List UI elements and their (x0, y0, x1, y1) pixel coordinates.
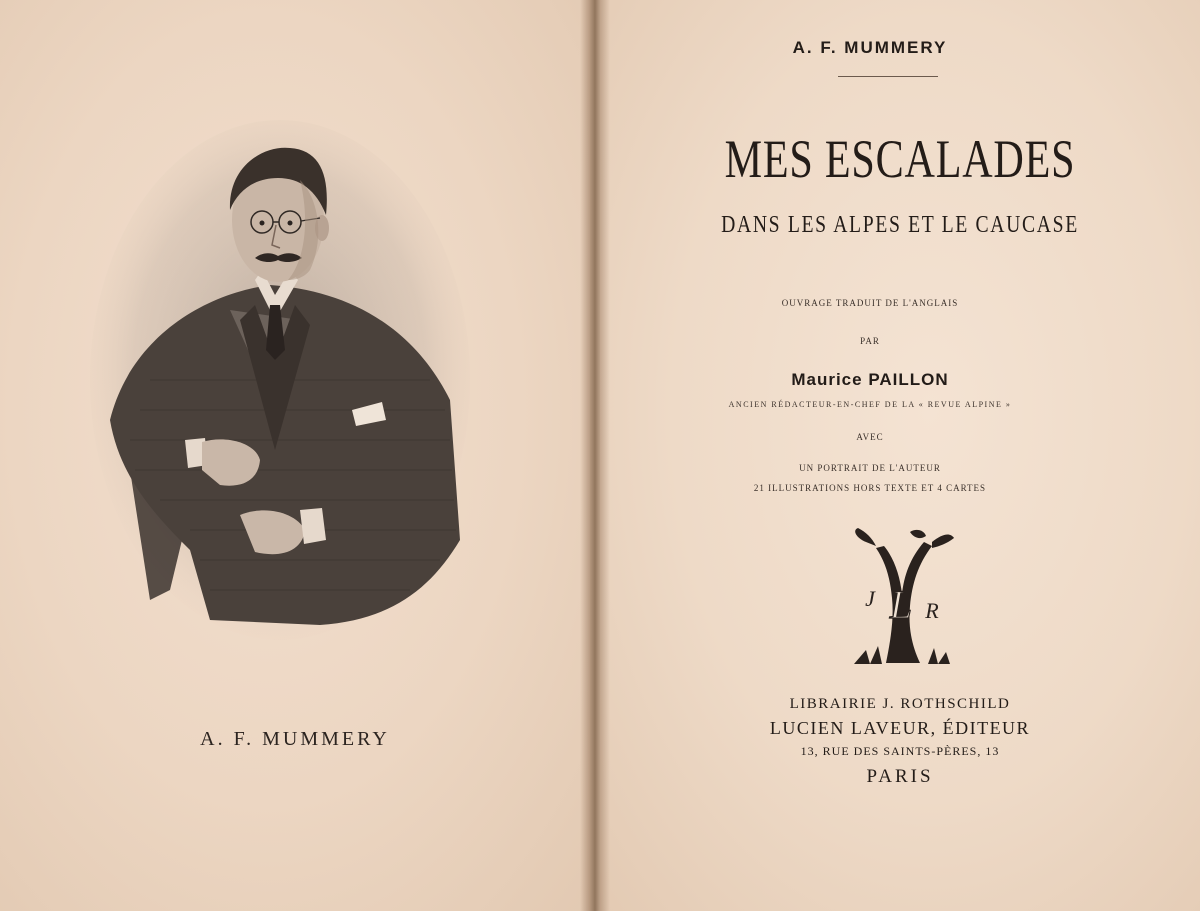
author-rule (838, 76, 938, 77)
avec-line: AVEC (856, 432, 884, 442)
extras-line-1: UN PORTRAIT DE L'AUTEUR (799, 463, 941, 473)
book-gutter (580, 0, 610, 911)
portrait-caption: A. F. MUMMERY (200, 728, 390, 750)
book-subtitle: DANS LES ALPES ET LE CAUCASE (721, 212, 1079, 238)
extras-line-2: 21 ILLUSTRATIONS HORS TEXTE ET 4 CARTES (753, 483, 987, 493)
publisher-line-2: LUCIEN LAVEUR, ÉDITEUR (769, 718, 1031, 738)
author-name: A. F. MUMMERY (792, 38, 948, 57)
left-page-frontispiece (0, 0, 590, 911)
publisher-address: 13, RUE DES SAINTS-PÈRES, 13 (800, 744, 1000, 758)
translator-role: ANCIEN RÉDACTEUR-EN-CHEF DE LA « REVUE ALPINE » (728, 400, 1012, 409)
book-title: MES ESCALADES (724, 129, 1076, 189)
translator-first-name: Maurice (791, 370, 863, 389)
translator-name (600, 370, 1170, 390)
par-line: PAR (860, 336, 880, 346)
author-portrait-engraving (90, 120, 470, 640)
publisher-emblem-icon (846, 528, 956, 666)
right-page-title-page (600, 0, 1200, 911)
translator-last-name: PAILLON (868, 370, 949, 389)
svg-text:R: R (925, 598, 939, 623)
svg-text:J: J (865, 586, 875, 611)
svg-text:L: L (889, 582, 913, 627)
publisher-line-1: LIBRAIRIE J. ROTHSCHILD (789, 696, 1011, 712)
publisher-city: PARIS (866, 766, 934, 787)
translated-line: OUVRAGE TRADUIT DE L'ANGLAIS (781, 298, 959, 308)
